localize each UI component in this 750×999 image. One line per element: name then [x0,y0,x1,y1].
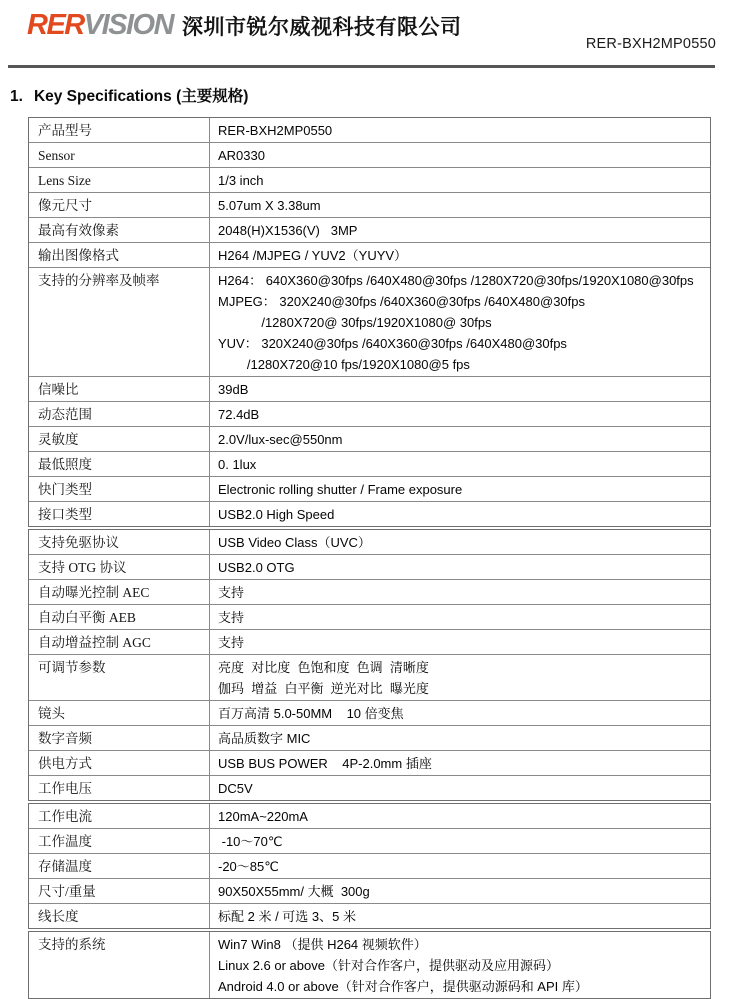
spec-value [210,402,710,426]
spec-value [210,118,710,142]
company-name: 深圳市锐尔威视科技有限公司 [182,15,462,39]
spec-value-line: 1/3 inch [218,172,264,188]
spec-value-line: USB2.0 High Speed [218,506,335,522]
spec-row [29,118,710,142]
spec-row [29,654,710,700]
spec-value [210,555,710,579]
spec-label-text: 自动增益控制 AGC [38,634,151,650]
spec-value-line: Win7 Win8 （提供 H264 视频软件） [218,936,427,952]
spec-row [29,451,710,476]
spec-value-line: 亮度 对比度 色饱和度 色调 清晰度 [218,659,429,675]
spec-label [29,655,210,700]
spec-label-text: 灵敏度 [38,431,79,447]
model-code: RER-BXH2MP0550 [585,36,716,52]
spec-label-text: 信噪比 [38,381,79,397]
spec-value [210,655,710,700]
spec-label [29,427,210,451]
spec-label-text: Sensor [38,147,75,163]
spec-label [29,193,210,217]
spec-row [29,554,710,579]
spec-label [29,580,210,604]
spec-value-line: MJPEG： 320X240@30fps /640X360@30fps /640X480@30fps [218,293,585,309]
spec-value-line: H264 /MJPEG / YUV2（YUYV） [218,247,408,263]
spec-label [29,879,210,903]
spec-label-text: 存储温度 [38,858,92,874]
logo-rer-text: RER [27,9,84,41]
spec-value-line: 120mA~220mA [218,808,308,824]
spec-label-text: 线长度 [38,908,79,924]
spec-value-line: /1280X720@ 30fps/1920X1080@ 30fps [218,314,492,330]
spec-label-text: Lens Size [38,172,91,188]
spec-value [210,804,710,828]
spec-value-line: 2.0V/lux-sec@550nm [218,431,343,447]
spec-label-text: 供电方式 [38,755,92,771]
spec-label [29,530,210,554]
spec-row [29,267,710,376]
spec-value-line: 39dB [218,381,249,397]
spec-label [29,776,210,800]
spec-label-text: 快门类型 [38,481,92,497]
spec-label-text: 支持的分辨率及帧率 [38,272,160,288]
rervision-logo [27,9,173,42]
spec-row [29,932,710,998]
spec-row [29,401,710,426]
spec-value-line: AR0330 [218,147,265,163]
spec-row [29,376,710,401]
spec-row [29,476,710,501]
spec-label [29,630,210,654]
spec-value-line: -10～70℃ [218,833,283,849]
logo-vision-text: VISION [83,9,174,41]
spec-value [210,530,710,554]
spec-label [29,502,210,526]
spec-value [210,701,710,725]
spec-label-text: 数字音频 [38,730,92,746]
spec-value-line: Electronic rolling shutter / Frame exposure [218,481,463,497]
spec-label-text: 最高有效像素 [38,222,119,238]
spec-value-line: 高品质数字 MIC [218,730,311,746]
spec-value-line: Android 4.0 or above（针对合作客户，提供驱动源码和 API 库） [218,978,588,994]
page-header [0,0,750,57]
spec-label [29,168,210,192]
spec-table-section [28,803,711,929]
spec-value-line: H264： 640X360@30fps /640X480@30fps /1280X720@30fps/1920X1080@30fps [218,272,694,288]
spec-row [29,501,710,526]
spec-value-line: 支持 [218,634,245,650]
spec-value [210,776,710,800]
spec-value-line: Linux 2.6 or above（针对合作客户，提供驱动及应用源码） [218,957,559,973]
section-title: Key Specifications (主要规格) [33,88,249,105]
spec-value-line: RER-BXH2MP0550 [218,122,333,138]
spec-label-text: 动态范围 [38,406,92,422]
spec-label [29,932,210,998]
spec-row [29,853,710,878]
spec-label-text: 自动白平衡 AEB [38,609,136,625]
spec-label-text: 支持免驱协议 [38,534,119,550]
spec-row [29,878,710,903]
spec-value [210,268,710,376]
spec-value-line: 90X50X55mm/ 大概 300g [218,883,370,899]
spec-value-line: 支持 [218,584,245,600]
spec-label [29,726,210,750]
spec-row [29,725,710,750]
spec-value [210,630,710,654]
spec-value [210,605,710,629]
spec-label-text: 镜头 [38,705,65,721]
spec-label [29,268,210,376]
spec-value-line: /1280X720@10 fps/1920X1080@5 fps [218,356,470,372]
spec-value [210,377,710,401]
spec-value-line: 0. 1lux [218,456,257,472]
spec-value [210,879,710,903]
spec-label [29,555,210,579]
spec-table [28,117,711,999]
spec-value [210,243,710,267]
spec-value [210,904,710,928]
section-heading [10,84,750,106]
spec-label-text: 产品型号 [38,122,92,138]
spec-table-section [28,529,711,801]
spec-label [29,402,210,426]
spec-label-text: 工作电压 [38,780,92,796]
spec-value [210,854,710,878]
section-number: 1. [10,88,23,105]
spec-row [29,426,710,451]
spec-label-text: 像元尺寸 [38,197,92,213]
spec-value [210,477,710,501]
spec-value [210,452,710,476]
spec-value-line: DC5V [218,780,253,796]
spec-label-text: 支持 OTG 协议 [38,559,127,575]
spec-value [210,143,710,167]
spec-row [29,750,710,775]
spec-row [29,579,710,604]
spec-row [29,242,710,267]
spec-value-line: 5.07um X 3.38um [218,197,321,213]
spec-value [210,502,710,526]
spec-row [29,217,710,242]
spec-label [29,452,210,476]
spec-value-line: 百万高清 5.0-50MM 10 倍变焦 [218,705,404,721]
spec-table-section [28,931,711,999]
spec-label-text: 支持的系统 [38,936,106,952]
spec-value [210,427,710,451]
spec-label-text: 尺寸/重量 [38,883,96,899]
spec-label-text: 输出图像格式 [38,247,119,263]
spec-value-line: USB Video Class（UVC） [218,534,371,550]
spec-table-section [28,117,711,527]
spec-label [29,605,210,629]
spec-label [29,143,210,167]
spec-row [29,167,710,192]
spec-value [210,726,710,750]
spec-value-line: 72.4dB [218,406,260,422]
spec-label-text: 工作温度 [38,833,92,849]
spec-row [29,903,710,928]
spec-row [29,604,710,629]
spec-row [29,142,710,167]
spec-label [29,904,210,928]
spec-value [210,218,710,242]
spec-value [210,168,710,192]
spec-value [210,751,710,775]
spec-value-line: USB2.0 OTG [218,559,295,575]
spec-label [29,218,210,242]
spec-row [29,700,710,725]
spec-value-line: 2048(H)X1536(V) 3MP [218,222,358,238]
spec-value [210,932,710,998]
spec-label-text: 工作电流 [38,808,92,824]
spec-label-text: 自动曝光控制 AEC [38,584,150,600]
spec-value-line: -20～85℃ [218,858,279,874]
spec-label [29,854,210,878]
spec-label [29,829,210,853]
spec-value [210,580,710,604]
spec-value-line: 支持 [218,609,245,625]
spec-row [29,629,710,654]
spec-value-line: YUV： 320X240@30fps /640X360@30fps /640X480@30fps [218,335,567,351]
spec-row [29,530,710,554]
spec-label [29,377,210,401]
spec-value [210,829,710,853]
spec-label [29,243,210,267]
spec-label [29,118,210,142]
spec-label [29,751,210,775]
header-divider-rule [8,65,715,68]
spec-value-line: USB BUS POWER 4P-2.0mm 插座 [218,755,432,771]
spec-value [210,193,710,217]
spec-label [29,701,210,725]
spec-value-line: 标配 2 米 / 可选 3、5 米 [218,908,356,924]
spec-value-line: 伽玛 增益 白平衡 逆光对比 曝光度 [218,680,429,696]
spec-label-text: 接口类型 [38,506,92,522]
spec-label-text: 可调节参数 [38,659,106,675]
spec-label [29,477,210,501]
spec-row [29,775,710,800]
spec-row [29,192,710,217]
spec-row [29,828,710,853]
spec-label-text: 最低照度 [38,456,92,472]
spec-row [29,804,710,828]
spec-label [29,804,210,828]
